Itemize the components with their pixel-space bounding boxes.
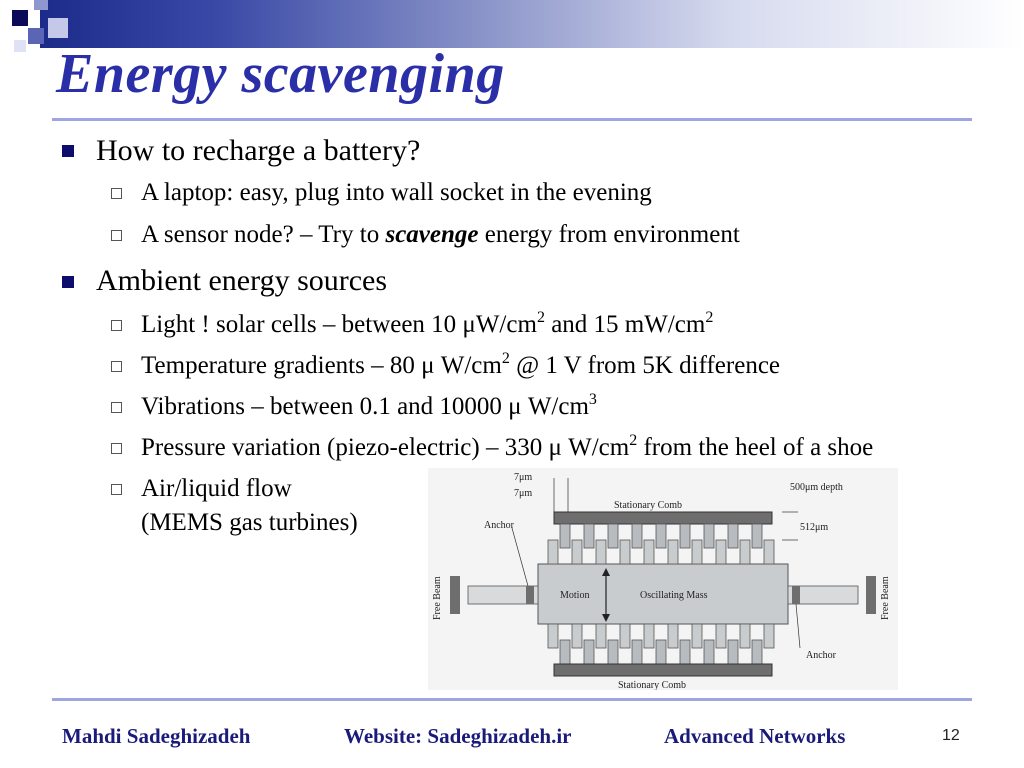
superscript: 2 (629, 432, 638, 449)
free-beam-label: Free Beam (432, 576, 443, 620)
dimension-label: 7μm (514, 472, 533, 483)
sub-bullet-item-continuation: (MEMS gas turbines) (141, 509, 358, 536)
sub-bullet-item (141, 433, 873, 463)
right-beam-end (866, 576, 876, 614)
stationary-comb-top-bar (554, 512, 772, 524)
text-run: from the heel of a shoe (637, 434, 874, 461)
footer-divider (52, 698, 972, 701)
sub-bullet-box-icon (111, 188, 122, 199)
anchor-label: Anchor (484, 520, 514, 531)
oscillating-mass-label: Oscillating Mass (640, 590, 708, 601)
bullet-square-icon (62, 145, 74, 157)
right-anchor (792, 586, 800, 604)
emphasis-text: scavenge (385, 221, 479, 248)
sub-bullet-box-icon (111, 230, 122, 241)
text-run: and 15 mW/cm (544, 311, 706, 338)
sub-bullet-item (141, 351, 780, 381)
footer-website: Website: Sadeghizadeh.ir (344, 724, 572, 748)
sub-bullet-box-icon (111, 484, 122, 495)
bullet-square-icon (62, 276, 74, 288)
sub-bullet-box-icon (111, 402, 122, 413)
sub-bullet-box-icon (111, 443, 122, 454)
sub-bullet-item (141, 310, 713, 340)
dimension-label: 7μm (514, 488, 533, 499)
stationary-comb-label: Stationary Comb (614, 500, 683, 511)
left-anchor (526, 586, 534, 604)
superscript: 2 (705, 309, 714, 326)
sub-bullet-item: A laptop: easy, plug into wall socket in the evening (141, 179, 652, 206)
sub-bullet-box-icon (111, 361, 122, 372)
anchor-label: Anchor (806, 650, 836, 661)
sub-bullet-item (141, 392, 597, 422)
bullet-item: Ambient energy sources (96, 264, 388, 297)
bottom-comb-fingers (560, 640, 762, 664)
sub-bullet-box-icon (111, 320, 122, 331)
text-run: Vibrations – between 0.1 and 10000 μ W/cm (141, 393, 589, 420)
free-beam-label: Free Beam (880, 576, 891, 620)
footer-course: Advanced Networks (664, 724, 846, 748)
superscript: 2 (536, 309, 545, 326)
page-number: 12 (942, 727, 960, 744)
text-run: @ 1 V from 5K difference (509, 352, 781, 379)
text-run: Light ! solar cells – between 10 μW/cm (141, 311, 537, 338)
superscript: 3 (588, 391, 597, 408)
text-run: Temperature gradients – 80 μ W/cm (141, 352, 502, 379)
mems-comb-drive-diagram (428, 468, 898, 690)
sub-bullet-item: Air/liquid flow (141, 475, 292, 502)
text-run: energy from environment (478, 221, 740, 248)
sub-bullet-item (141, 220, 740, 250)
motion-label: Motion (560, 590, 590, 601)
gap-label: 512μm (800, 522, 829, 533)
top-comb-fingers (560, 524, 762, 548)
left-beam-end (450, 576, 460, 614)
text-run: A sensor node? – Try to (141, 221, 386, 248)
text-run: Pressure variation (piezo-electric) – 330 μ W/cm (141, 434, 630, 461)
stationary-comb-bottom-bar (554, 664, 772, 676)
stationary-comb-label: Stationary Comb (618, 680, 687, 690)
depth-label: 500μm depth (790, 482, 843, 493)
superscript: 2 (501, 350, 510, 367)
slide-title: Energy scavenging (56, 43, 505, 105)
footer-author: Mahdi Sadeghizadeh (62, 724, 251, 748)
bullet-item: How to recharge a battery? (96, 134, 421, 167)
